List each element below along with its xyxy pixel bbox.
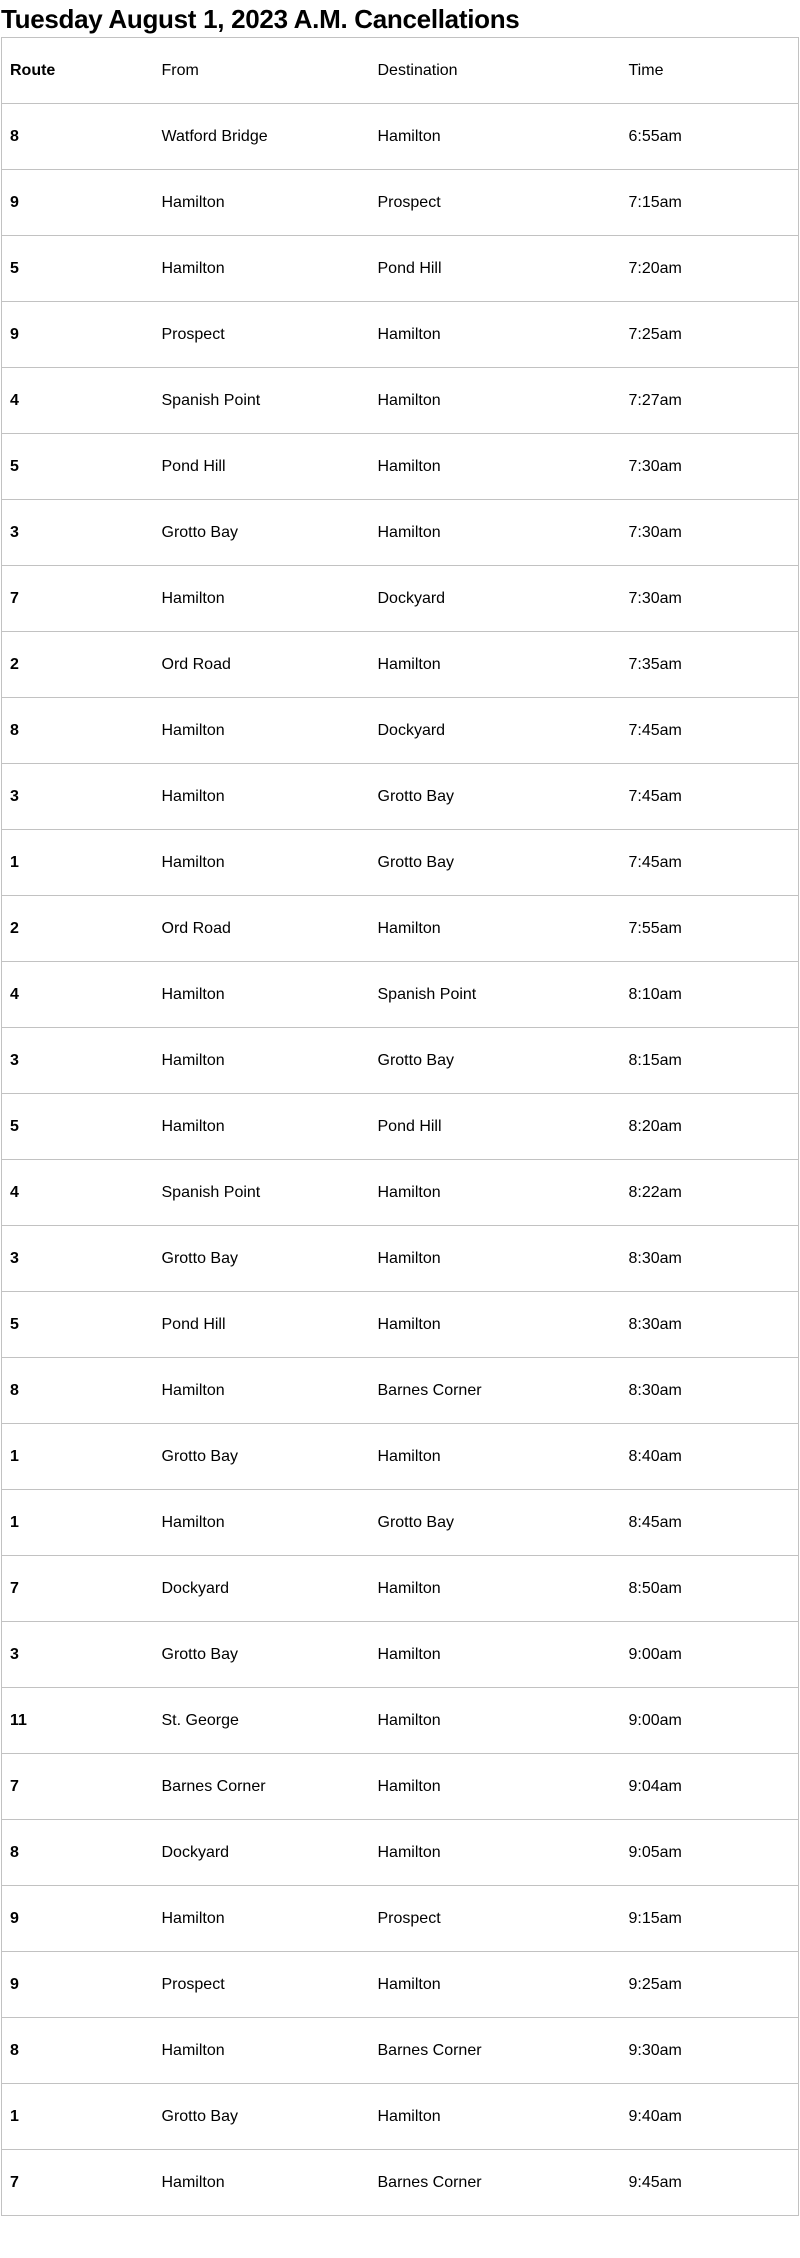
destination-cell: Hamilton xyxy=(370,1226,621,1292)
route-cell: 2 xyxy=(2,632,154,698)
time-cell: 7:27am xyxy=(621,368,799,434)
destination-cell: Hamilton xyxy=(370,434,621,500)
destination-cell: Hamilton xyxy=(370,1952,621,2018)
destination-cell: Hamilton xyxy=(370,1622,621,1688)
time-cell: 9:30am xyxy=(621,2018,799,2084)
time-cell: 7:55am xyxy=(621,896,799,962)
route-cell: 5 xyxy=(2,236,154,302)
table-row xyxy=(2,368,799,434)
table-row xyxy=(2,2018,799,2084)
from-cell: Ord Road xyxy=(154,632,370,698)
from-cell: Hamilton xyxy=(154,698,370,764)
table-row xyxy=(2,566,799,632)
table-row xyxy=(2,896,799,962)
time-cell: 9:00am xyxy=(621,1622,799,1688)
table-row xyxy=(2,1688,799,1754)
destination-cell: Barnes Corner xyxy=(370,2018,621,2084)
time-cell: 8:45am xyxy=(621,1490,799,1556)
cancellations-table xyxy=(1,37,799,2216)
destination-cell: Grotto Bay xyxy=(370,764,621,830)
time-cell: 7:35am xyxy=(621,632,799,698)
time-cell: 8:22am xyxy=(621,1160,799,1226)
table-row xyxy=(2,1160,799,1226)
table-row xyxy=(2,1754,799,1820)
destination-cell: Hamilton xyxy=(370,1160,621,1226)
time-cell: 8:15am xyxy=(621,1028,799,1094)
route-cell: 4 xyxy=(2,962,154,1028)
time-cell: 8:30am xyxy=(621,1226,799,1292)
route-cell: 5 xyxy=(2,434,154,500)
table-row xyxy=(2,1226,799,1292)
from-cell: Hamilton xyxy=(154,830,370,896)
table-row xyxy=(2,1094,799,1160)
table-row xyxy=(2,698,799,764)
route-cell: 3 xyxy=(2,1226,154,1292)
from-cell: Hamilton xyxy=(154,170,370,236)
destination-cell: Hamilton xyxy=(370,1754,621,1820)
table-header xyxy=(2,38,799,104)
time-cell: 7:20am xyxy=(621,236,799,302)
table-row xyxy=(2,764,799,830)
destination-cell: Hamilton xyxy=(370,500,621,566)
table-row xyxy=(2,1622,799,1688)
from-cell: Prospect xyxy=(154,302,370,368)
destination-cell: Hamilton xyxy=(370,1556,621,1622)
route-cell: 7 xyxy=(2,2150,154,2216)
route-cell: 9 xyxy=(2,1886,154,1952)
time-cell: 7:45am xyxy=(621,830,799,896)
time-cell: 9:40am xyxy=(621,2084,799,2150)
destination-cell: Dockyard xyxy=(370,698,621,764)
time-cell: 7:30am xyxy=(621,500,799,566)
column-header-destination: Destination xyxy=(370,38,621,104)
time-cell: 7:25am xyxy=(621,302,799,368)
destination-cell: Grotto Bay xyxy=(370,1028,621,1094)
route-cell: 5 xyxy=(2,1292,154,1358)
route-cell: 1 xyxy=(2,1490,154,1556)
from-cell: Hamilton xyxy=(154,1094,370,1160)
route-cell: 4 xyxy=(2,1160,154,1226)
route-cell: 8 xyxy=(2,1358,154,1424)
from-cell: Prospect xyxy=(154,1952,370,2018)
table-row xyxy=(2,170,799,236)
table-row xyxy=(2,1358,799,1424)
destination-cell: Hamilton xyxy=(370,632,621,698)
table-row xyxy=(2,1424,799,1490)
route-cell: 11 xyxy=(2,1688,154,1754)
route-cell: 8 xyxy=(2,104,154,170)
from-cell: Grotto Bay xyxy=(154,500,370,566)
from-cell: Dockyard xyxy=(154,1820,370,1886)
column-header-time: Time xyxy=(621,38,799,104)
from-cell: Pond Hill xyxy=(154,434,370,500)
destination-cell: Hamilton xyxy=(370,302,621,368)
route-cell: 9 xyxy=(2,1952,154,2018)
time-cell: 7:45am xyxy=(621,698,799,764)
from-cell: Hamilton xyxy=(154,236,370,302)
page-title: Tuesday August 1, 2023 A.M. Cancellations xyxy=(1,4,520,34)
from-cell: Hamilton xyxy=(154,962,370,1028)
from-cell: Hamilton xyxy=(154,1490,370,1556)
time-cell: 7:30am xyxy=(621,566,799,632)
route-cell: 8 xyxy=(2,1820,154,1886)
table-row xyxy=(2,1820,799,1886)
from-cell: Pond Hill xyxy=(154,1292,370,1358)
destination-cell: Hamilton xyxy=(370,1424,621,1490)
route-cell: 7 xyxy=(2,1556,154,1622)
time-cell: 9:04am xyxy=(621,1754,799,1820)
table-body xyxy=(2,104,799,2216)
from-cell: Grotto Bay xyxy=(154,1622,370,1688)
table-row xyxy=(2,962,799,1028)
from-cell: Hamilton xyxy=(154,1028,370,1094)
time-cell: 9:05am xyxy=(621,1820,799,1886)
destination-cell: Hamilton xyxy=(370,104,621,170)
time-cell: 7:30am xyxy=(621,434,799,500)
route-cell: 3 xyxy=(2,1028,154,1094)
destination-cell: Barnes Corner xyxy=(370,2150,621,2216)
destination-cell: Prospect xyxy=(370,1886,621,1952)
route-cell: 1 xyxy=(2,830,154,896)
destination-cell: Hamilton xyxy=(370,1820,621,1886)
route-cell: 8 xyxy=(2,698,154,764)
table-row xyxy=(2,830,799,896)
destination-cell: Dockyard xyxy=(370,566,621,632)
route-cell: 3 xyxy=(2,500,154,566)
from-cell: Grotto Bay xyxy=(154,1226,370,1292)
column-header-route: Route xyxy=(2,38,154,104)
destination-cell: Grotto Bay xyxy=(370,830,621,896)
route-cell: 3 xyxy=(2,764,154,830)
time-cell: 7:15am xyxy=(621,170,799,236)
route-cell: 7 xyxy=(2,1754,154,1820)
destination-cell: Pond Hill xyxy=(370,236,621,302)
time-cell: 9:45am xyxy=(621,2150,799,2216)
route-cell: 3 xyxy=(2,1622,154,1688)
table-row xyxy=(2,104,799,170)
table-row xyxy=(2,632,799,698)
table-row xyxy=(2,2150,799,2216)
from-cell: Watford Bridge xyxy=(154,104,370,170)
destination-cell: Hamilton xyxy=(370,1292,621,1358)
table-row xyxy=(2,1028,799,1094)
route-cell: 4 xyxy=(2,368,154,434)
table-row xyxy=(2,1292,799,1358)
header-row xyxy=(2,38,799,104)
time-cell: 8:30am xyxy=(621,1292,799,1358)
time-cell: 9:25am xyxy=(621,1952,799,2018)
from-cell: Hamilton xyxy=(154,2018,370,2084)
from-cell: Ord Road xyxy=(154,896,370,962)
time-cell: 9:00am xyxy=(621,1688,799,1754)
route-cell: 7 xyxy=(2,566,154,632)
time-cell: 8:10am xyxy=(621,962,799,1028)
table-row xyxy=(2,1886,799,1952)
time-cell: 8:30am xyxy=(621,1358,799,1424)
table-row xyxy=(2,500,799,566)
from-cell: Dockyard xyxy=(154,1556,370,1622)
time-cell: 9:15am xyxy=(621,1886,799,1952)
destination-cell: Hamilton xyxy=(370,2084,621,2150)
from-cell: Hamilton xyxy=(154,566,370,632)
route-cell: 5 xyxy=(2,1094,154,1160)
from-cell: Hamilton xyxy=(154,2150,370,2216)
from-cell: St. George xyxy=(154,1688,370,1754)
table-row xyxy=(2,236,799,302)
table-row xyxy=(2,2084,799,2150)
destination-cell: Spanish Point xyxy=(370,962,621,1028)
table-row xyxy=(2,1952,799,2018)
from-cell: Hamilton xyxy=(154,1886,370,1952)
destination-cell: Hamilton xyxy=(370,368,621,434)
table-row xyxy=(2,1556,799,1622)
destination-cell: Prospect xyxy=(370,170,621,236)
destination-cell: Grotto Bay xyxy=(370,1490,621,1556)
table-row xyxy=(2,302,799,368)
time-cell: 7:45am xyxy=(621,764,799,830)
route-cell: 9 xyxy=(2,170,154,236)
from-cell: Hamilton xyxy=(154,1358,370,1424)
time-cell: 8:20am xyxy=(621,1094,799,1160)
route-cell: 1 xyxy=(2,2084,154,2150)
from-cell: Grotto Bay xyxy=(154,2084,370,2150)
route-cell: 8 xyxy=(2,2018,154,2084)
time-cell: 6:55am xyxy=(621,104,799,170)
route-cell: 2 xyxy=(2,896,154,962)
time-cell: 8:50am xyxy=(621,1556,799,1622)
from-cell: Barnes Corner xyxy=(154,1754,370,1820)
destination-cell: Barnes Corner xyxy=(370,1358,621,1424)
from-cell: Grotto Bay xyxy=(154,1424,370,1490)
from-cell: Spanish Point xyxy=(154,1160,370,1226)
table-row xyxy=(2,1490,799,1556)
route-cell: 1 xyxy=(2,1424,154,1490)
column-header-from: From xyxy=(154,38,370,104)
route-cell: 9 xyxy=(2,302,154,368)
table-row xyxy=(2,434,799,500)
from-cell: Hamilton xyxy=(154,764,370,830)
from-cell: Spanish Point xyxy=(154,368,370,434)
destination-cell: Hamilton xyxy=(370,1688,621,1754)
time-cell: 8:40am xyxy=(621,1424,799,1490)
destination-cell: Hamilton xyxy=(370,896,621,962)
destination-cell: Pond Hill xyxy=(370,1094,621,1160)
